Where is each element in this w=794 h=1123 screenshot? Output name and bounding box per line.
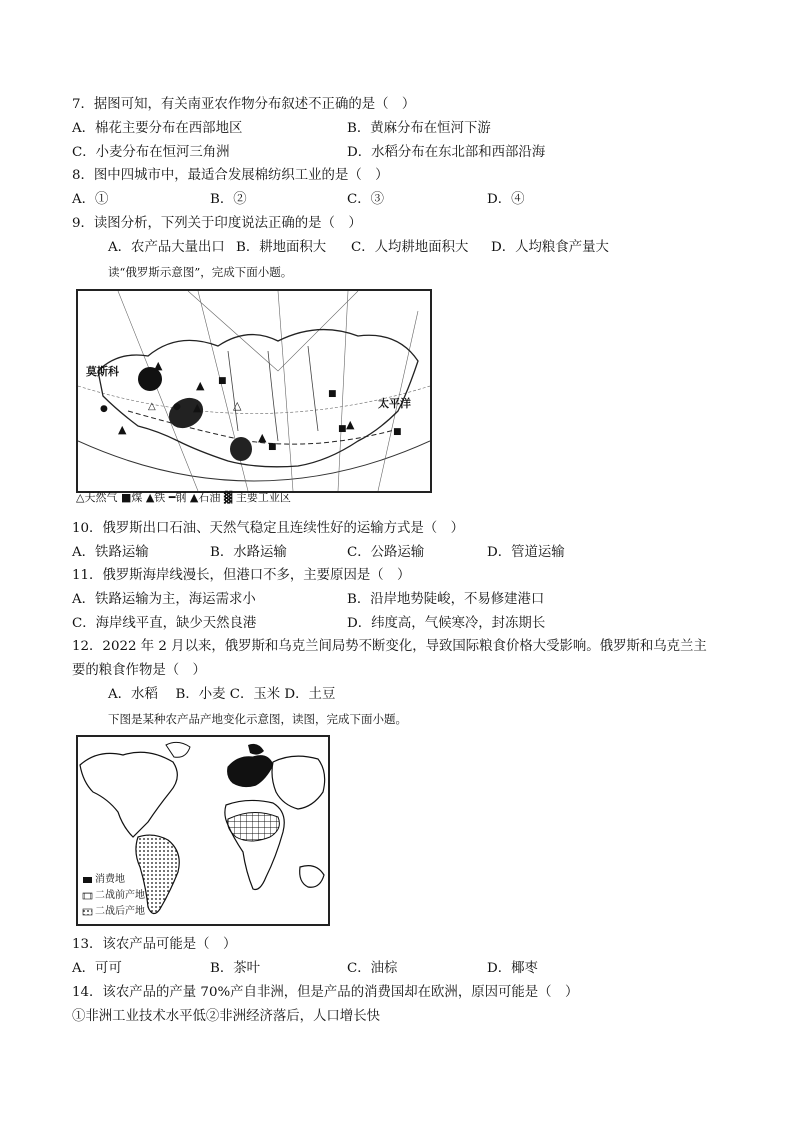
q13-option-d: D．椰枣 xyxy=(487,961,538,976)
legend-consume: 消费地 xyxy=(95,874,125,885)
moscow-label: 莫斯科 xyxy=(86,365,119,378)
svg-text:●: ● xyxy=(100,404,108,414)
q9-stem: 9．读图分析，下列关于印度说法正确的是（ ） xyxy=(72,216,362,231)
q7-option-c: C．小麦分布在恒河三角洲 xyxy=(72,145,230,160)
q14-line2: ①非洲工业技术水平低②非洲经济落后，人口增长快 xyxy=(72,1009,380,1024)
q10-stem: 10．俄罗斯出口石油、天然气稳定且连续性好的运输方式是（ ） xyxy=(72,521,464,536)
q12-stem-line2: 要的粮食作物是（ ） xyxy=(72,663,206,678)
svg-text:▲: ▲ xyxy=(346,418,355,431)
svg-text:■: ■ xyxy=(338,424,347,434)
q8-option-d: D．④ xyxy=(487,192,525,207)
svg-text:△: △ xyxy=(233,399,242,412)
q7-stem: 7．据图可知，有关南亚农作物分布叙述不正确的是（ ） xyxy=(72,97,416,112)
svg-text:▲: ▲ xyxy=(193,401,202,414)
q8-option-c: C．③ xyxy=(347,192,385,207)
svg-text:■: ■ xyxy=(328,389,337,399)
q9-option-d: D．人均粮食产量大 xyxy=(491,240,609,255)
q10-option-b: B．水路运输 xyxy=(210,545,287,560)
q8-stem: 8．图中四城市中，最适合发展棉纺织工业的是（ ） xyxy=(72,168,389,183)
q10-option-a: A．铁路运输 xyxy=(72,545,149,560)
russia-map-legend: △天然气 ■煤 ▲铁 ━钢 ▲石油 ▓ 主要工业区 xyxy=(76,491,291,504)
svg-text:▲: ▲ xyxy=(118,423,127,436)
q13-option-c: C．油棕 xyxy=(347,961,398,976)
world-map xyxy=(76,735,330,926)
q11-option-d: D．纬度高，气候寒冷，封冻期长 xyxy=(347,616,546,631)
q13-option-a: A．可可 xyxy=(72,961,122,976)
q9-option-c: C．人均耕地面积大 xyxy=(351,240,469,255)
legend-postwar: 二战后产地 xyxy=(95,906,145,917)
russia-map xyxy=(76,289,432,493)
q7-option-d: D．水稻分布在东北部和西部沿海 xyxy=(347,145,546,160)
q11-option-b: B．沿岸地势陡峻，不易修建港口 xyxy=(347,592,545,607)
legend-prewar: 二战前产地 xyxy=(95,890,145,901)
q8-option-b: B．② xyxy=(210,192,247,207)
svg-text:■: ■ xyxy=(218,376,227,386)
svg-text:▲: ▲ xyxy=(258,431,267,444)
svg-text:●: ● xyxy=(173,402,181,412)
q10-option-d: D．管道运输 xyxy=(487,545,565,560)
russia-map-drawing xyxy=(78,291,430,491)
russia-map-intro: 读“俄罗斯示意图”，完成下面小题。 xyxy=(108,265,293,279)
q11-option-a: A．铁路运输为主，海运需求小 xyxy=(72,592,256,607)
q13-option-b: B．茶叶 xyxy=(210,961,261,976)
svg-text:△: △ xyxy=(148,401,156,412)
svg-text:■: ■ xyxy=(268,442,277,452)
q7-option-b: B．黄麻分布在恒河下游 xyxy=(347,121,491,136)
q7-option-a: A．棉花主要分布在西部地区 xyxy=(72,121,243,136)
crop-map-intro: 下图是某种农产品产地变化示意图，读图，完成下面小题。 xyxy=(108,712,407,726)
svg-text:▲: ▲ xyxy=(196,379,205,392)
svg-text:▲: ▲ xyxy=(154,359,163,372)
q12-stem-line1: 12．2022 年 2 月以来，俄罗斯和乌克兰间局势不断变化，导致国际粮食价格大受影响。俄罗斯和乌克兰主 xyxy=(72,639,707,654)
q12-options: A．水稻 B．小麦 C．玉米 D．土豆 xyxy=(108,687,336,702)
q9-option-b: B．耕地面积大 xyxy=(236,240,327,255)
q10-option-c: C．公路运输 xyxy=(347,545,425,560)
q14-stem: 14．该农产品的产量 70%产自非洲，但是产品的消费国却在欧洲，原因可能是（ ） xyxy=(72,985,579,1000)
q11-stem: 11．俄罗斯海岸线漫长，但港口不多，主要原因是（ ） xyxy=(72,568,411,583)
q11-option-c: C．海岸线平直，缺少天然良港 xyxy=(72,616,257,631)
q13-stem: 13．该农产品可能是（ ） xyxy=(72,937,237,952)
pacific-label: 太平洋 xyxy=(378,397,411,410)
q8-option-a: A．① xyxy=(72,192,109,207)
svg-text:■: ■ xyxy=(393,427,402,437)
q9-option-a: A．农产品大量出口 xyxy=(108,240,225,255)
